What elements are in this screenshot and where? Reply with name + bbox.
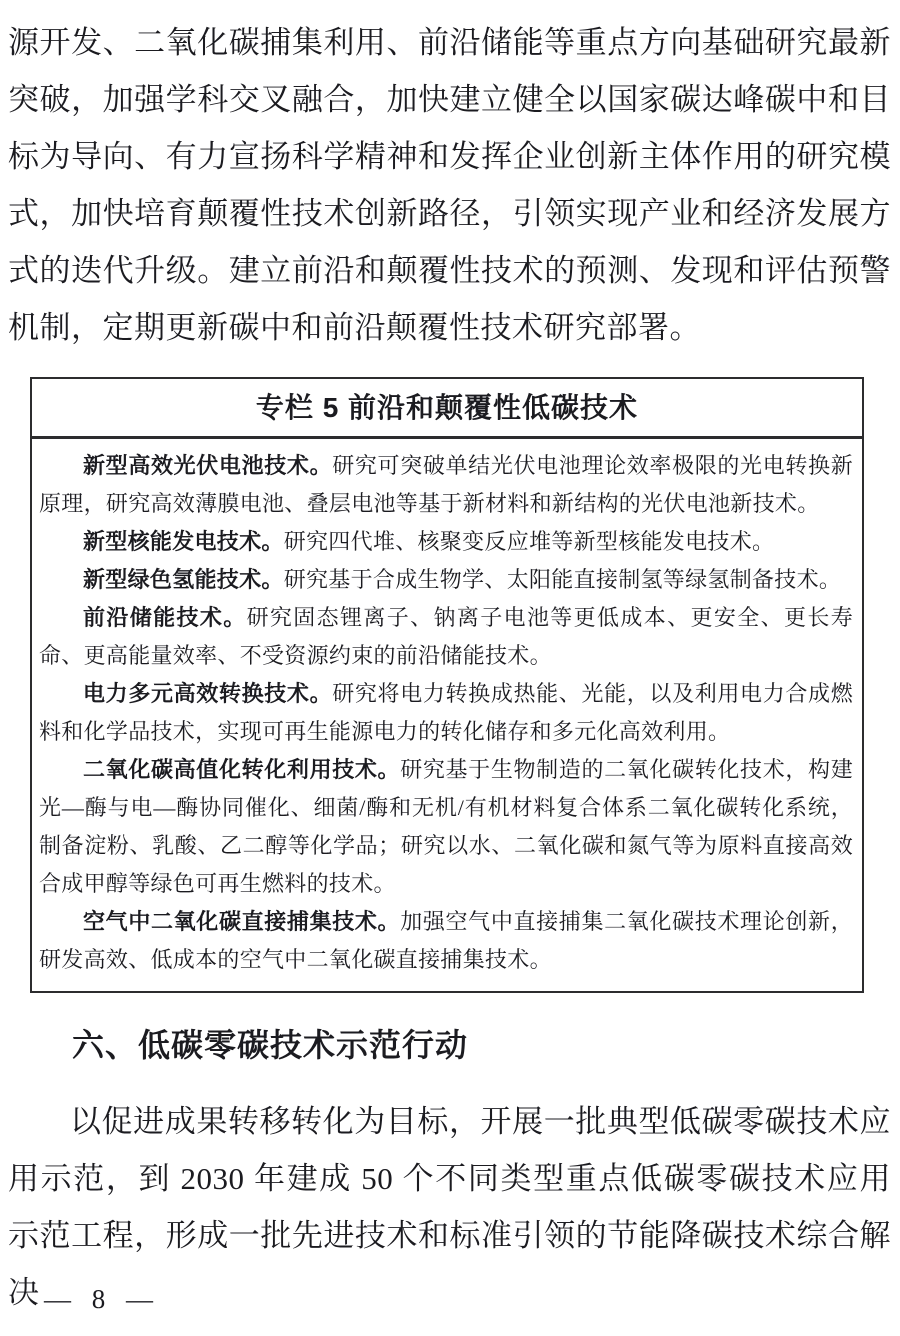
box-item	[39, 751, 853, 903]
box-item-body: 研究将电力转换成热能、光能，以及利用电力合成燃料和化学品技术，实现可再生能源电力的转化储存和多元化高效利用。	[39, 681, 853, 744]
box-item-lead: 新型核能发电技术。	[83, 529, 284, 554]
box-item	[39, 675, 853, 751]
box-item-body: 研究基于生物制造的二氧化碳转化技术，构建光—酶与电—酶协同催化、细菌/酶和无机/有机材料复合体系二氧化碳转化系统，制备淀粉、乳酸、乙二醇等化学品；研究以水、二氧化碳和氮气等为原料直接高效合成甲醇等绿色可再生燃料的技术。	[39, 757, 853, 896]
box-item-lead: 二氧化碳高值化转化利用技术。	[83, 757, 401, 782]
feature-box-content	[32, 439, 862, 991]
box-item-body: 研究可突破单结光伏电池理论效率极限的光电转换新原理，研究高效薄膜电池、叠层电池等基于新材料和新结构的光伏电池新技术。	[39, 453, 853, 516]
box-item-body: 研究固态锂离子、钠离子电池等更低成本、更安全、更长寿命、更高能量效率、不受资源约束的前沿储能技术。	[39, 605, 853, 668]
box-item-lead: 新型高效光伏电池技术。	[83, 453, 333, 478]
feature-box	[30, 377, 864, 993]
box-item-lead: 前沿储能技术。	[83, 605, 247, 630]
box-item	[39, 523, 853, 561]
body-paragraph-top: 源开发、二氧化碳捕集利用、前沿储能等重点方向基础研究最新突破，加强学科交叉融合，加快建立健全以国家碳达峰碳中和目标为导向、有力宣扬科学精神和发挥企业创新主体作用的研究模式，加快培育颠覆性技术创新路径，引领实现产业和经济发展方式的迭代升级。建立前沿和颠覆性技术的预测、发现和评估预警机制，定期更新碳中和前沿颠覆性技术研究部署。	[8, 25, 891, 345]
box-item	[39, 599, 853, 675]
section-heading: 六、低碳零碳技术示范行动	[72, 1027, 469, 1063]
feature-box-title: 专栏 5 前沿和颠覆性低碳技术	[32, 379, 862, 439]
box-item-lead: 新型绿色氢能技术。	[83, 567, 284, 592]
box-item-body: 加强空气中直接捕集二氧化碳技术理论创新，研发高效、低成本的空气中二氧化碳直接捕集技术。	[39, 909, 853, 972]
box-item-lead: 空气中二氧化碳直接捕集技术。	[83, 909, 401, 934]
page-number: — 8 —	[44, 1284, 155, 1314]
box-item	[39, 903, 853, 979]
box-item-body: 研究四代堆、核聚变反应堆等新型核能发电技术。	[283, 529, 775, 554]
box-item-body: 研究基于合成生物学、太阳能直接制氢等绿氢制备技术。	[283, 567, 842, 592]
body-paragraph-bottom: 以促进成果转移转化为目标，开展一批典型低碳零碳技术应用示范，到 2030 年建成 50 个不同类型重点低碳零碳技术应用示范工程，形成一批先进技术和标准引领的节能降碳技术综合解决	[8, 1104, 891, 1310]
box-item-lead: 电力多元高效转换技术。	[83, 681, 333, 706]
box-item	[39, 561, 853, 599]
box-item	[39, 447, 853, 523]
